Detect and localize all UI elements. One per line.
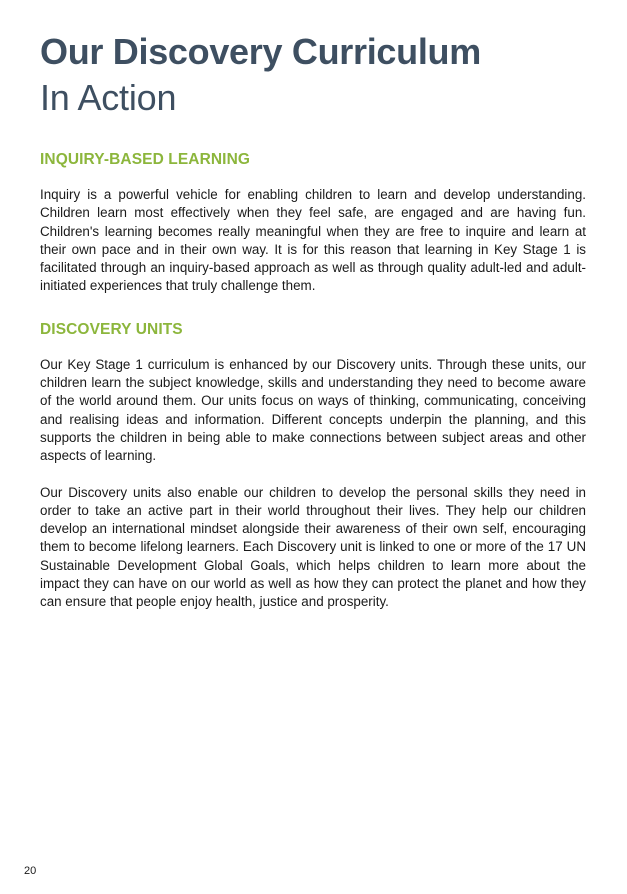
- page-content: [40, 28, 586, 612]
- body-paragraph: Inquiry is a powerful vehicle for enabling children to learn and develop understanding. Children learn most effectively when they feel safe, are engaged and are having fun. Children's learning becomes really meaningful when they are free to inquire and learn at their own pace and in their own way. It is for this reason that learning in Key Stage 1 is facilitated through an inquiry-based approach as well as through quality adult-led and adult-initiated experiences that truly challenge them.: [40, 187, 586, 294]
- body-paragraph: Our Discovery units also enable our children to develop the personal skills they need in order to take an active part in their world throughout their lives. They help our children develop an international mindset alongside their awareness of their own self, encouraging them to become lifelong learners. Each Discovery unit is linked to one or more of the 17 UN Sustainable Development Global Goals, which helps children to learn more about the impact they can have on our world as well as how they can protect the planet and how they can ensure that people enjoy health, justice and prosperity.: [40, 484, 586, 610]
- section-inquiry-based-learning: [40, 150, 586, 296]
- section-heading: DISCOVERY UNITS: [40, 320, 183, 338]
- page-subtitle: In Action: [40, 77, 177, 118]
- section-heading: INQUIRY-BASED LEARNING: [40, 151, 251, 168]
- section-discovery-units: [40, 320, 586, 612]
- body-paragraph: Our Key Stage 1 curriculum is enhanced by our Discovery units. Through these units, our children learn the subject knowledge, skills and understanding they need to become aware of the world around them. Our units focus on ways of thinking, communicating, conceiving and realising ideas and information. Different concepts underpin the planning, and this supports the children in being able to make connections between subject areas and other aspects of learning.: [40, 356, 586, 464]
- page-number: 20: [24, 865, 37, 877]
- page-title: Our Discovery Curriculum: [40, 31, 481, 72]
